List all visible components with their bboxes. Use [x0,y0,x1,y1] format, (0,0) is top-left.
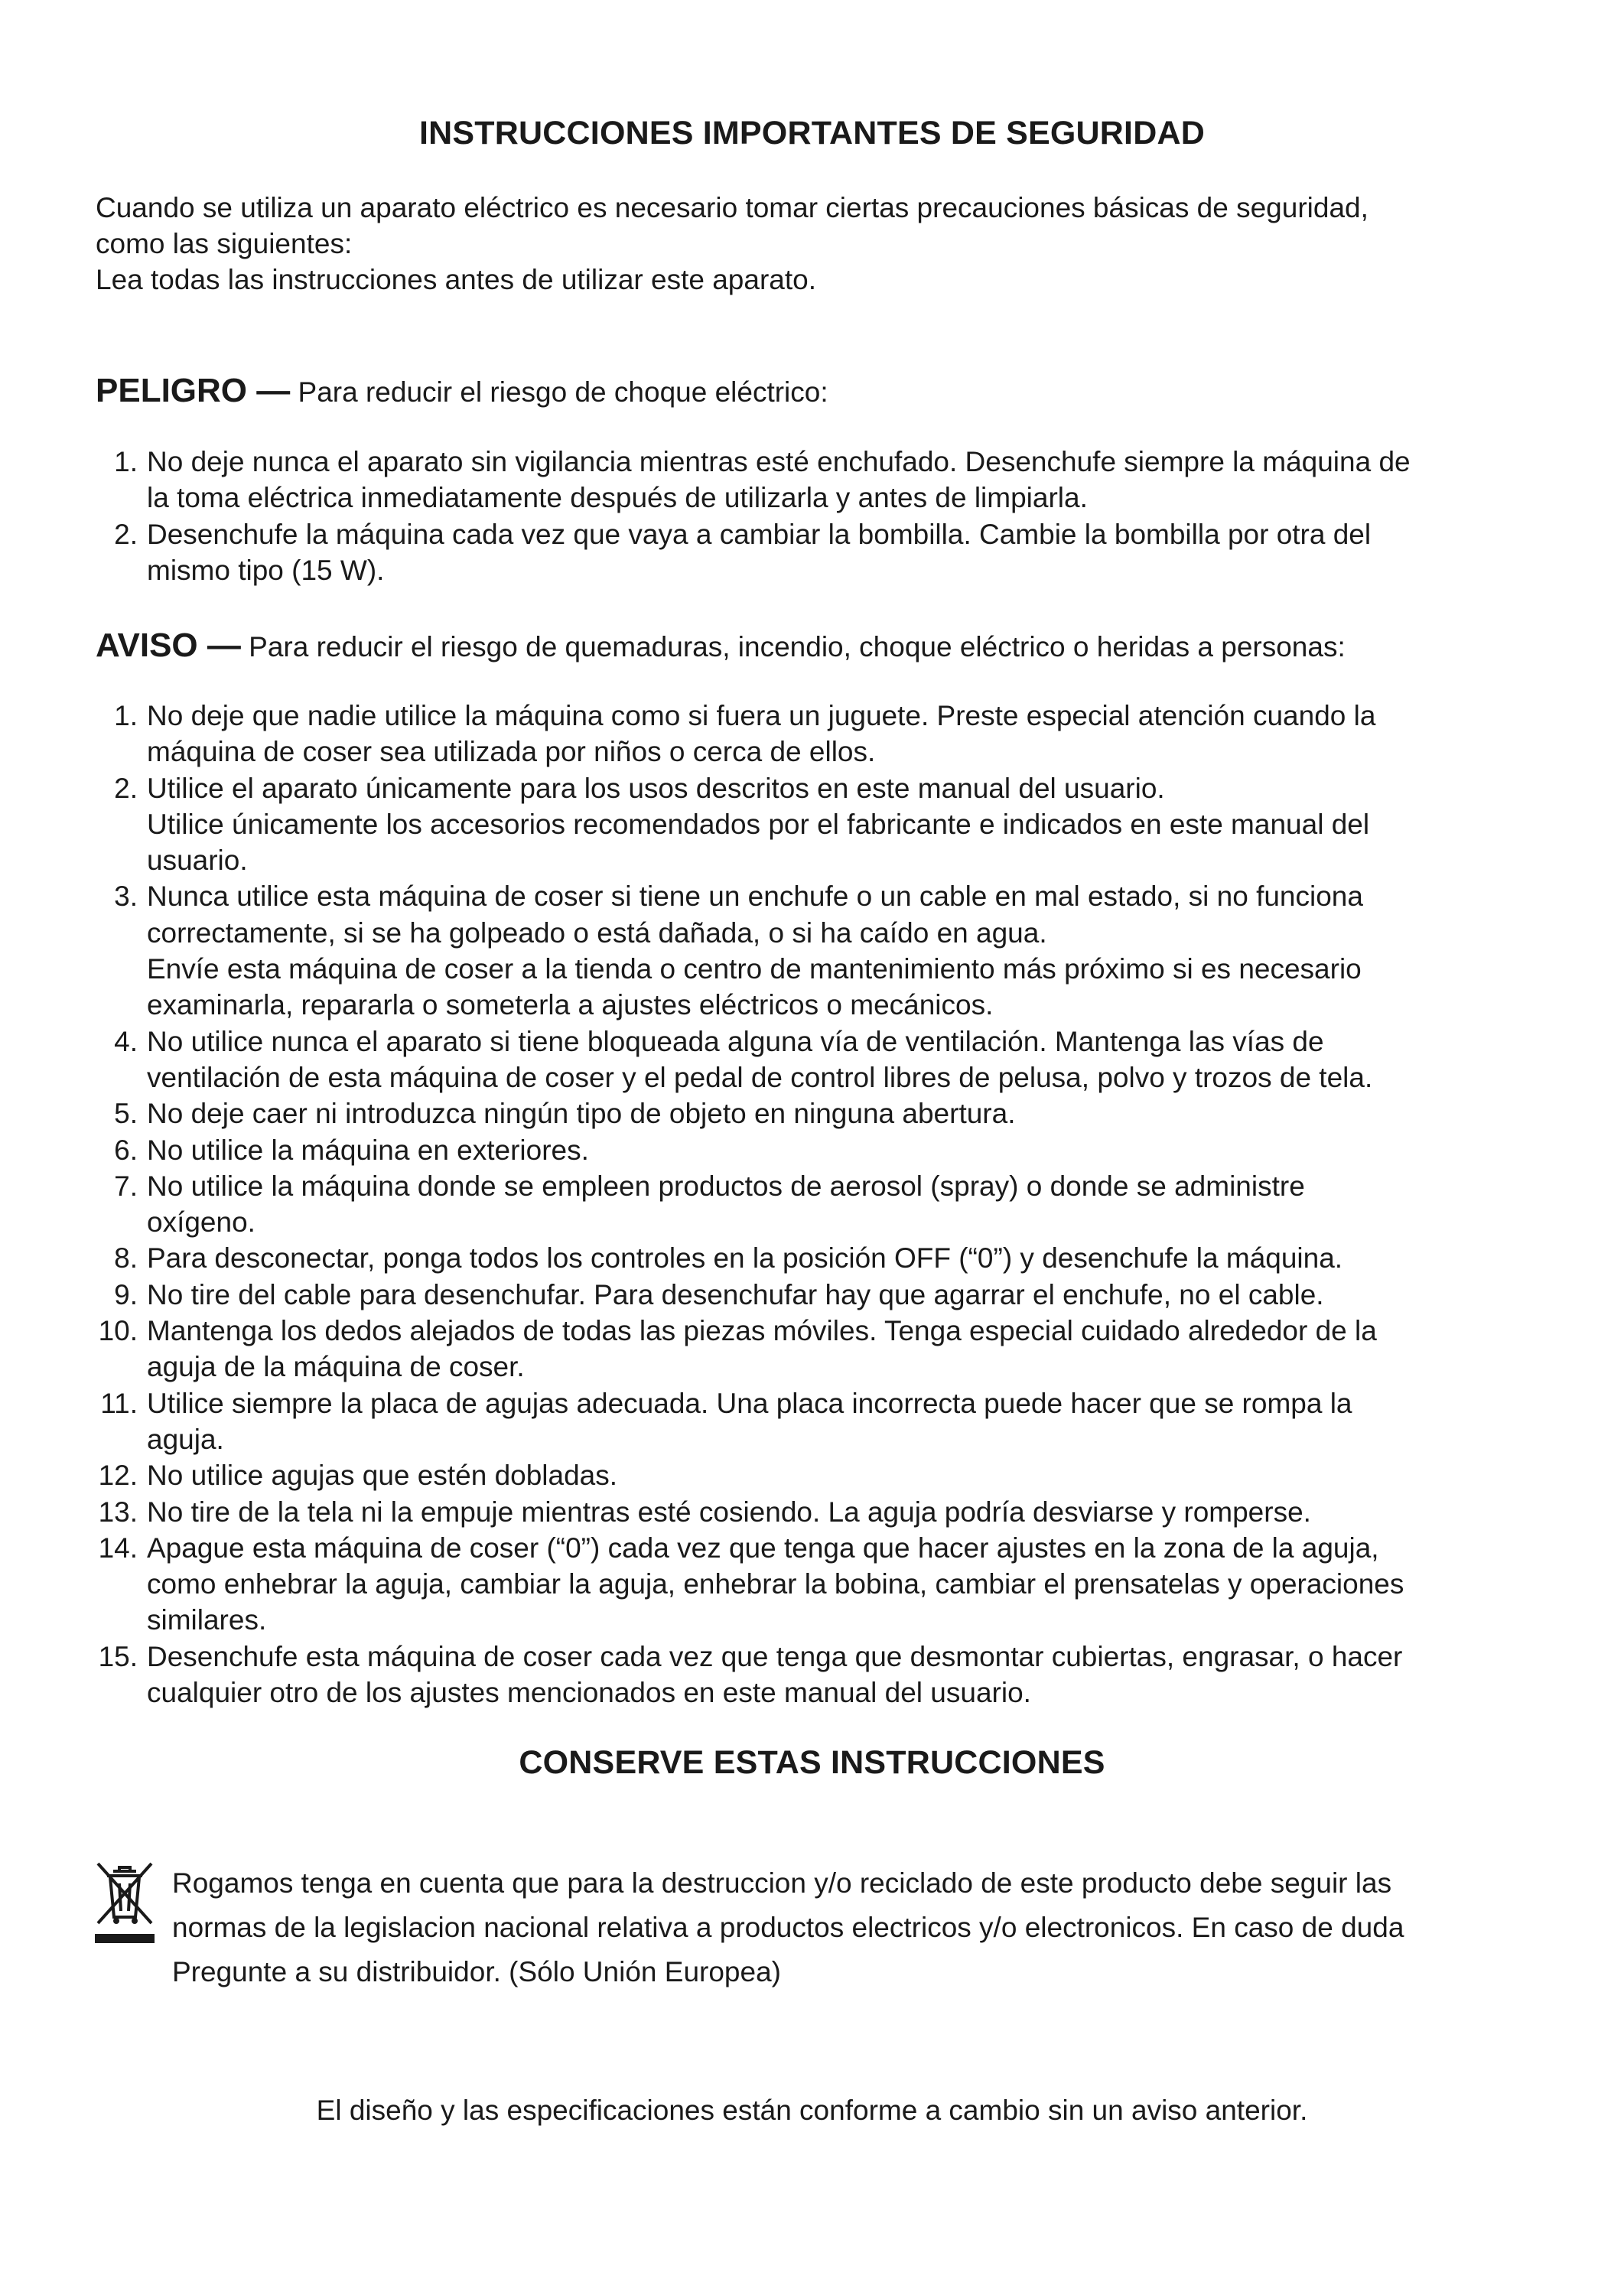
recycling-notice [172,1861,1534,1994]
warning-keyword: AVISO — [96,627,241,664]
item-number: 14. [98,1532,138,1564]
item-line: correctamente, si se ha golpeado o está dañada, o si ha caído en agua. [147,916,1047,949]
intro-line: como las siguientes: [96,228,353,259]
list-item [96,770,1534,879]
item-line: Desenchufe esta máquina de coser cada vez que tenga que desmontar cubiertas, engrasar, o hacer [147,1640,1403,1672]
intro-line: Cuando se utiliza un aparato eléctrico es necesario tomar ciertas precauciones básicas de seguridad, [96,192,1369,223]
danger-keyword: PELIGRO — [96,372,291,409]
item-line: ventilación de esta máquina de coser y el pedal de control libres de pelusa, polvo y trozos de tela. [147,1061,1373,1093]
item-line: usuario. [147,845,248,877]
item-number: 15. [98,1640,138,1672]
recycling-line: Pregunte a su distribuidor. (Sólo Unión Europea) [172,1956,781,1987]
item-number: 6. [114,1134,138,1166]
item-number: 12. [98,1460,138,1492]
item-line: aguja. [147,1423,224,1455]
item-line: como enhebrar la aguja, cambiar la aguja, enhebrar la bobina, cambiar el prensatelas y operaciones [147,1568,1404,1600]
item-line: máquina de coser sea utilizada por niños o cerca de ellos. [147,736,876,768]
list-item [96,1277,1534,1313]
warning-text: Para reducir el riesgo de quemaduras, incendio, choque eléctrico o heridas a personas: [240,631,1346,662]
recycling-line: Rogamos tenga en cuenta que para la destruccion y/o reciclado de este producto debe seguir las [172,1867,1392,1899]
danger-list [96,444,1534,588]
list-item [96,1240,1534,1276]
intro-paragraph [96,190,1534,298]
item-line: Utilice el aparato únicamente para los usos descritos en este manual del usuario. [147,772,1165,804]
item-line: No utilice agujas que estén dobladas. [147,1460,618,1492]
warning-heading [96,627,1549,665]
item-line: No tire del cable para desenchufar. Para desenchufar hay que agarrar el enchufe, no el cable. [147,1278,1324,1310]
item-number: 4. [114,1025,138,1057]
item-line: aguja de la máquina de coser. [147,1351,525,1383]
item-line: Mantenga los dedos alejados de todas las piezas móviles. Tenga especial cuidado alrededor de la [147,1315,1377,1347]
item-number: 1. [114,700,138,731]
list-item [96,1095,1534,1131]
recycling-line: normas de la legislacion nacional relativa a productos electricos y/o electronicos. En caso de duda [172,1912,1404,1943]
keep-instructions-heading: CONSERVE ESTAS INSTRUCCIONES [519,1744,1105,1781]
item-line: Envíe esta máquina de coser a la tienda o centro de mantenimiento más próximo si es necesario [147,953,1362,985]
item-number: 3. [114,881,138,913]
item-number: 9. [114,1278,138,1310]
item-line: Utilice únicamente los accesorios recomendados por el fabricante e indicados en este manual del [147,808,1370,840]
item-line: Desenchufe la máquina cada vez que vaya a cambiar la bombilla. Cambie la bombilla por otra del [147,518,1372,550]
item-line: examinarla, repararla o someterla a ajustes eléctricos o mecánicos. [147,989,994,1021]
item-number: 13. [98,1496,138,1528]
item-line: similares. [147,1604,267,1636]
item-number: 10. [98,1315,138,1347]
page-title: INSTRUCCIONES IMPORTANTES DE SEGURIDAD [419,115,1205,151]
item-number: 2. [114,772,138,804]
item-line: No deje caer ni introduzca ningún tipo de objeto en ninguna abertura. [147,1098,1016,1130]
footer-disclaimer: El diseño y las especificaciones están conforme a cambio sin un aviso anterior. [316,2095,1308,2126]
item-line: Apague esta máquina de coser (“0”) cada vez que tenga que hacer ajustes en la zona de la aguja, [147,1532,1379,1564]
item-number: 2. [114,518,138,550]
list-item [96,1024,1534,1096]
intro-line: Lea todas las instrucciones antes de utilizar este aparato. [96,264,817,295]
item-line: No deje nunca el aparato sin vigilancia mientras esté enchufado. Desenchufe siempre la máquina de [147,446,1411,477]
list-item [96,1494,1534,1530]
list-item [96,516,1534,589]
item-line: cualquier otro de los ajustes mencionados en este manual del usuario. [147,1677,1031,1709]
item-number: 7. [114,1170,138,1202]
list-item [96,1457,1534,1493]
list-item [96,1639,1534,1711]
item-line: No utilice la máquina donde se empleen productos de aerosol (spray) o donde se administre [147,1170,1305,1202]
item-line: No utilice nunca el aparato si tiene bloqueada alguna vía de ventilación. Mantenga las vías de [147,1025,1324,1057]
item-line: No tire de la tela ni la empuje mientras esté cosiendo. La aguja podría desviarse y romperse. [147,1496,1311,1528]
item-line: No utilice la máquina en exteriores. [147,1134,589,1166]
item-line: mismo tipo (15 W). [147,554,385,586]
list-item [96,1385,1534,1458]
item-line: Utilice siempre la placa de agujas adecuada. Una placa incorrecta puede hacer que se rompa la [147,1387,1352,1419]
item-number: 1. [114,446,138,477]
list-item [96,1313,1534,1385]
item-line: No deje que nadie utilice la máquina como si fuera un juguete. Preste especial atención cuando la [147,700,1376,731]
item-line: la toma eléctrica inmediatamente después de utilizarla y antes de limpiarla. [147,482,1088,514]
item-line: Para desconectar, ponga todos los controles en la posición OFF (“0”) y desenchufe la máquina. [147,1242,1343,1274]
item-number: 5. [114,1098,138,1130]
item-number: 11. [100,1387,138,1419]
weee-crossed-bin-icon [92,1860,158,1945]
item-line: Nunca utilice esta máquina de coser si tiene un enchufe o un cable en mal estado, si no funciona [147,881,1363,913]
list-item [96,698,1534,770]
list-item [96,1132,1534,1168]
warning-list [96,698,1534,1711]
list-item [96,1168,1534,1241]
list-item [96,1530,1534,1639]
item-number: 8. [114,1242,138,1274]
danger-text: Para reducir el riesgo de choque eléctrico: [290,376,828,408]
list-item [96,444,1534,516]
item-line: oxígeno. [147,1206,255,1239]
danger-heading [96,373,1549,410]
list-item [96,878,1534,1023]
